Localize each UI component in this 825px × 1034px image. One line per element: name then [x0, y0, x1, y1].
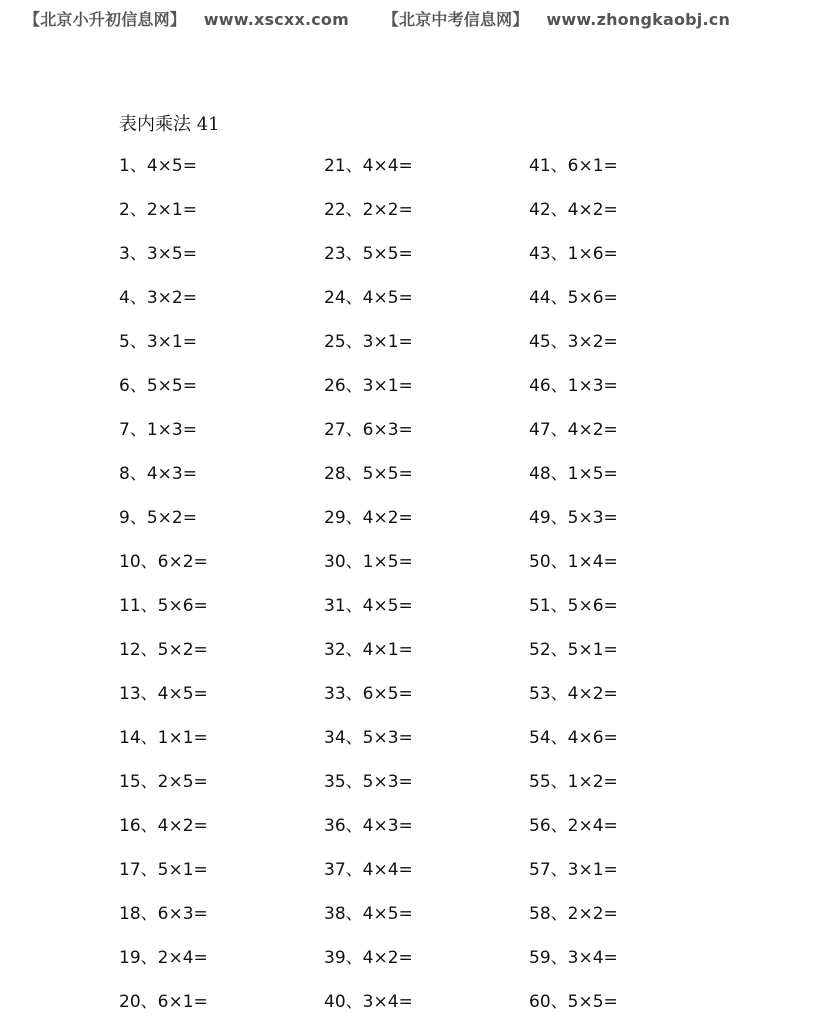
problem-item: 41、6×1=: [529, 156, 618, 176]
problem-item: 2、2×1=: [119, 200, 197, 220]
problem-column-3: [529, 154, 719, 1034]
problem-column-1: [119, 154, 309, 1034]
problem-item: 17、5×1=: [119, 860, 208, 880]
problem-item: 42、4×2=: [529, 200, 618, 220]
problem-item: 48、1×5=: [529, 464, 618, 484]
problem-item: 7、1×3=: [119, 420, 197, 440]
problem-item: 39、4×2=: [324, 948, 413, 968]
problem-item: 5、3×1=: [119, 332, 197, 352]
problem-item: 53、4×2=: [529, 684, 618, 704]
problem-item: 16、4×2=: [119, 816, 208, 836]
problem-item: 50、1×4=: [529, 552, 618, 572]
problem-item: 40、3×4=: [324, 992, 413, 1012]
problem-item: 47、4×2=: [529, 420, 618, 440]
problem-item: 3、3×5=: [119, 244, 197, 264]
problem-item: 27、6×3=: [324, 420, 413, 440]
problem-item: 34、5×3=: [324, 728, 413, 748]
problem-item: 44、5×6=: [529, 288, 618, 308]
problem-item: 38、4×5=: [324, 904, 413, 924]
problem-item: 18、6×3=: [119, 904, 208, 924]
problem-item: 25、3×1=: [324, 332, 413, 352]
site2-url[interactable]: www.zhongkaobj.cn: [546, 10, 731, 29]
site1-name: 【北京小升初信息网】: [24, 10, 187, 29]
problem-item: 56、2×4=: [529, 816, 618, 836]
problem-item: 10、6×2=: [119, 552, 208, 572]
problem-item: 43、1×6=: [529, 244, 618, 264]
problem-item: 60、5×5=: [529, 992, 618, 1012]
problem-item: 54、4×6=: [529, 728, 618, 748]
problem-item: 58、2×2=: [529, 904, 618, 924]
problem-item: 57、3×1=: [529, 860, 618, 880]
problem-item: 22、2×2=: [324, 200, 413, 220]
problem-item: 51、5×6=: [529, 596, 618, 616]
problem-item: 8、4×3=: [119, 464, 197, 484]
problem-item: 12、5×2=: [119, 640, 208, 660]
problem-item: 29、4×2=: [324, 508, 413, 528]
problem-item: 20、6×1=: [119, 992, 208, 1012]
header-bar: [24, 7, 730, 31]
problem-item: 11、5×6=: [119, 596, 208, 616]
problem-item: 28、5×5=: [324, 464, 413, 484]
problem-item: 46、1×3=: [529, 376, 618, 396]
problem-item: 31、4×5=: [324, 596, 413, 616]
problem-item: 30、1×5=: [324, 552, 413, 572]
problem-item: 49、5×3=: [529, 508, 618, 528]
problem-item: 24、4×5=: [324, 288, 413, 308]
worksheet-title: 表内乘法 41: [119, 114, 220, 135]
problem-item: 26、3×1=: [324, 376, 413, 396]
problem-column-2: [324, 154, 514, 1034]
problem-item: 37、4×4=: [324, 860, 413, 880]
problem-item: 4、3×2=: [119, 288, 197, 308]
problem-item: 19、2×4=: [119, 948, 208, 968]
problem-item: 33、6×5=: [324, 684, 413, 704]
problem-item: 1、4×5=: [119, 156, 197, 176]
site2-name: 【北京中考信息网】: [382, 10, 529, 29]
problem-item: 15、2×5=: [119, 772, 208, 792]
problem-item: 14、1×1=: [119, 728, 208, 748]
problem-item: 35、5×3=: [324, 772, 413, 792]
problem-item: 21、4×4=: [324, 156, 413, 176]
site1-url[interactable]: www.xscxx.com: [203, 10, 349, 29]
problem-item: 32、4×1=: [324, 640, 413, 660]
problem-item: 52、5×1=: [529, 640, 618, 660]
problem-item: 45、3×2=: [529, 332, 618, 352]
problem-item: 36、4×3=: [324, 816, 413, 836]
problem-item: 59、3×4=: [529, 948, 618, 968]
problem-item: 55、1×2=: [529, 772, 618, 792]
problem-item: 6、5×5=: [119, 376, 197, 396]
problem-item: 23、5×5=: [324, 244, 413, 264]
problem-item: 13、4×5=: [119, 684, 208, 704]
problem-item: 9、5×2=: [119, 508, 197, 528]
